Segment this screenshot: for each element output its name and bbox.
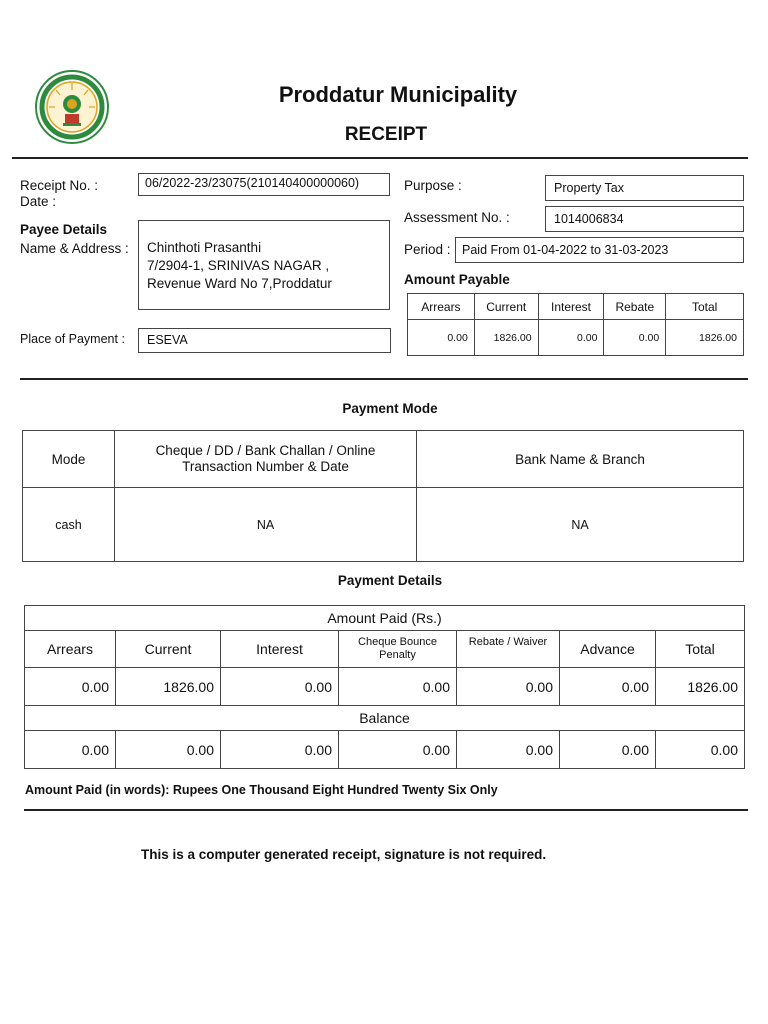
period-label: Period :	[404, 242, 451, 257]
payment-details-header: Total	[656, 631, 745, 668]
amount-payable-title: Amount Payable	[404, 272, 510, 287]
balance-value: 0.00	[339, 731, 457, 769]
amount-payable-header: Arrears	[408, 294, 475, 320]
amount-payable-header: Interest	[538, 294, 604, 320]
payment-mode-title: Payment Mode	[342, 401, 438, 416]
paid-value: 0.00	[457, 668, 560, 706]
place-of-payment-value: ESEVA	[147, 333, 188, 347]
paid-value: 0.00	[221, 668, 339, 706]
assessment-no-field	[545, 206, 744, 232]
balance-value: 0.00	[656, 731, 745, 769]
divider	[12, 157, 748, 159]
amount-payable-header: Rebate	[604, 294, 666, 320]
amount-payable-value: 1826.00	[666, 320, 744, 356]
amount-paid-label: Amount Paid (Rs.)	[25, 606, 745, 631]
payee-name: Chinthoti Prasanthi	[147, 240, 262, 255]
payment-mode-value: NA	[417, 488, 744, 562]
payment-details-header: Interest	[221, 631, 339, 668]
balance-value: 0.00	[116, 731, 221, 769]
paid-value: 1826.00	[656, 668, 745, 706]
payee-address-line1: 7/2904-1, SRINIVAS NAGAR ,	[147, 258, 330, 273]
divider	[24, 809, 748, 811]
payee-address-line2: Revenue Ward No 7,Proddatur	[147, 276, 332, 291]
payment-mode-header: Cheque / DD / Bank Challan / Online Transaction Number & Date	[115, 431, 417, 488]
purpose-value: Property Tax	[554, 181, 624, 195]
page-subtitle: RECEIPT	[344, 124, 428, 145]
amount-in-words: Amount Paid (in words): Rupees One Thousand Eight Hundred Twenty Six Only	[25, 783, 498, 797]
receipt-no-field	[138, 173, 390, 196]
paid-value: 0.00	[560, 668, 656, 706]
receipt-no-label: Receipt No. :	[20, 178, 99, 193]
amount-payable-value: 0.00	[408, 320, 475, 356]
balance-value: 0.00	[457, 731, 560, 769]
balance-value: 0.00	[221, 731, 339, 769]
amount-payable-header: Total	[666, 294, 744, 320]
period-field	[455, 237, 744, 263]
name-address-label: Name & Address :	[20, 241, 129, 256]
balance-value: 0.00	[25, 731, 116, 769]
assessment-no-label: Assessment No. :	[404, 210, 510, 225]
payment-details-table	[24, 605, 745, 769]
name-address-field	[138, 220, 390, 310]
computer-generated-note: This is a computer generated receipt, signature is not required.	[141, 847, 547, 862]
amount-payable-value: 0.00	[604, 320, 666, 356]
payment-details-header: Current	[116, 631, 221, 668]
amount-payable-value: 1826.00	[474, 320, 538, 356]
paid-value: 1826.00	[116, 668, 221, 706]
payment-mode-header: Bank Name & Branch	[417, 431, 744, 488]
payment-details-header: Cheque Bounce Penalty	[339, 631, 457, 668]
paid-value: 0.00	[25, 668, 116, 706]
paid-value: 0.00	[339, 668, 457, 706]
receipt-no-value: 06/2022-23/23075(210140400000060)	[145, 176, 360, 190]
amount-payable-value: 0.00	[538, 320, 604, 356]
purpose-field	[545, 175, 744, 201]
payment-details-header: Arrears	[25, 631, 116, 668]
payment-mode-value: cash	[23, 488, 115, 562]
payment-details-title: Payment Details	[337, 573, 443, 588]
balance-label: Balance	[25, 706, 745, 731]
amount-payable-table	[407, 293, 744, 356]
amount-payable-header: Current	[474, 294, 538, 320]
payment-mode-header: Mode	[23, 431, 115, 488]
date-label: Date :	[20, 194, 57, 209]
payee-details-label: Payee Details	[20, 222, 108, 237]
payment-mode-table	[22, 430, 744, 562]
balance-value: 0.00	[560, 731, 656, 769]
divider	[20, 378, 748, 380]
place-of-payment-field	[138, 328, 391, 353]
payment-mode-value: NA	[115, 488, 417, 562]
purpose-label: Purpose :	[404, 178, 462, 193]
page-title: Proddatur Municipality	[278, 82, 518, 107]
payment-details-header: Advance	[560, 631, 656, 668]
place-of-payment-label: Place of Payment :	[20, 332, 125, 346]
assessment-no-value: 1014006834	[554, 212, 624, 226]
period-value: Paid From 01-04-2022 to 31-03-2023	[462, 243, 669, 257]
payment-details-header: Rebate / Waiver	[457, 631, 560, 668]
